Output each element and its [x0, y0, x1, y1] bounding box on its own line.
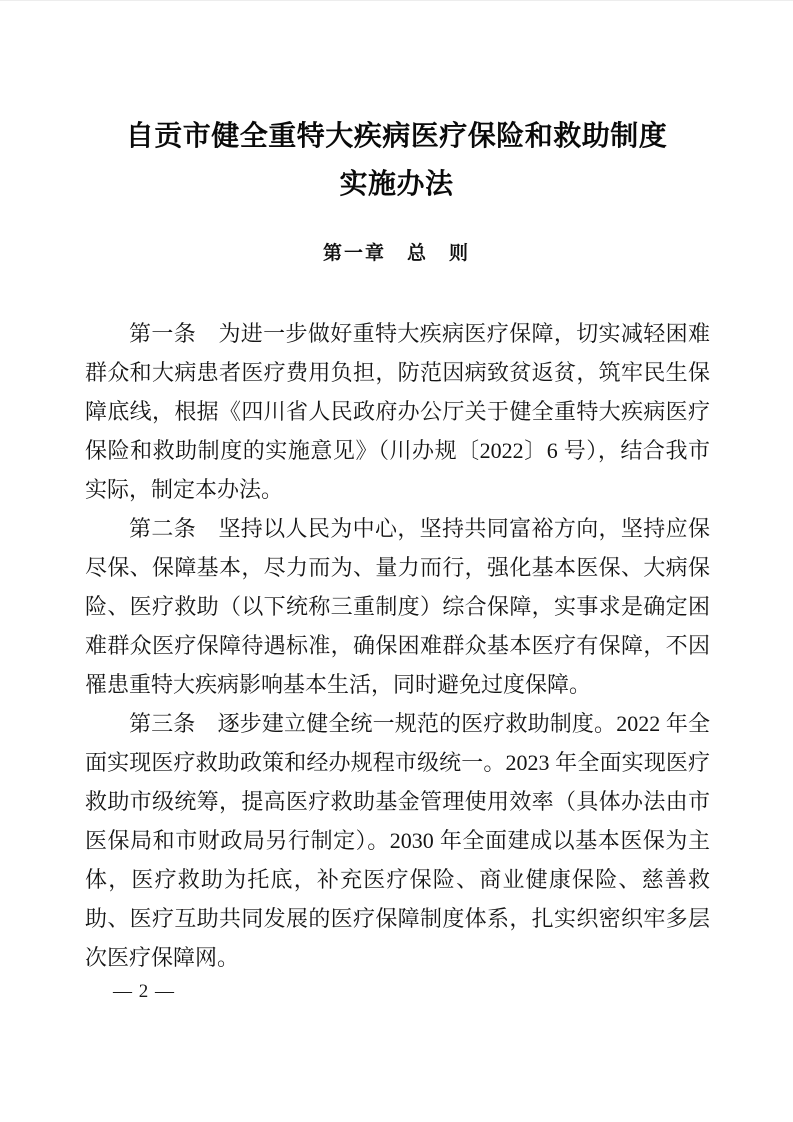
- document-title-line-2: 实施办法: [339, 169, 454, 200]
- document-title: [0, 113, 793, 209]
- article-1-paragraph: 第一条 为进一步做好重特大疾病医疗保障，切实减轻困难群众和大病患者医疗费用负担，防范因病致贫返贫，筑牢民生保障底线，根据《四川省人民政府办公厅关于健全重特大疾病医疗保险和救助制度的实施意见》（川办规〔2022〕6 号），结合我市实际，制定本办法。: [85, 321, 710, 502]
- chapter-heading: 第一章 总 则: [322, 242, 470, 264]
- document-body: [85, 314, 710, 977]
- document-title-line-1: 自贡市健全重特大疾病医疗保险和救助制度: [125, 121, 668, 152]
- page-number: — 2 —: [113, 981, 175, 1002]
- article-3-paragraph: 第三条 逐步建立健全统一规范的医疗救助制度。2022 年全面实现医疗救助政策和经办规程市级统一。2023 年全面实现医疗救助市级统筹，提高医疗救助基金管理使用效率（具体办法由市医保局和市财政局另行制定）。2030 年全面建成以基本医保为主体，医疗救助为托底，补充医疗保险、商业健康保险、慈善救助、医疗互助共同发展的医疗保障制度体系，扎实织密织牢多层次医疗保障网。: [85, 711, 710, 970]
- article-2-paragraph: 第二条 坚持以人民为中心，坚持共同富裕方向，坚持应保尽保、保障基本，尽力而为、量力而行，强化基本医保、大病保险、医疗救助（以下统称三重制度）综合保障，实事求是确定困难群众医疗保障待遇标准，确保困难群众基本医疗有保障，不因罹患重特大疾病影响基本生活，同时避免过度保障。: [85, 516, 710, 697]
